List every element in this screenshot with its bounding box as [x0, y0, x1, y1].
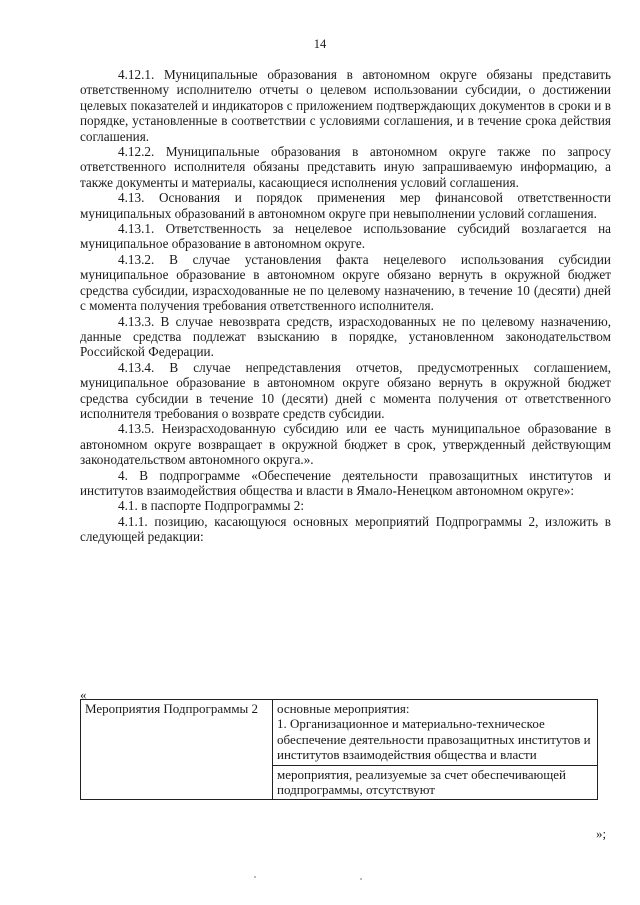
- table-cell-position-name: Мероприятия Подпрограммы 2: [81, 700, 273, 800]
- paragraph-4-13-5: 4.13.5. Неизрасходованную субсидию или ее часть муниципальное образование в автономном округе возвращает в окружной бюджет в срок, утвержденный действующим законодательством автономного округа.».: [80, 421, 611, 468]
- table-cell-supporting-activities: мероприятия, реализуемые за счет обеспечивающей подпрограммы, отсутствуют: [273, 765, 598, 800]
- main-activities-heading: основные мероприятия:: [277, 701, 410, 716]
- closing-quote-mark: »;: [596, 826, 607, 841]
- document-body: [80, 67, 611, 545]
- table-row: [81, 700, 598, 766]
- paragraph-4-1-1: 4.1.1. позицию, касающуюся основных мероприятий Подпрограммы 2, изложить в следующей редакции:: [80, 513, 611, 545]
- main-activity-item: 1. Организационное и материально-техническое обеспечение деятельности правозащитных институтов и институтов взаимодействия общества и власти: [277, 716, 591, 763]
- paragraph-4: 4. В подпрограмме «Обеспечение деятельности правозащитных институтов и институтов взаимодействия общества и власти в Ямало-Ненецком автономном округе»:: [80, 467, 611, 498]
- opening-quote-mark: «: [80, 687, 87, 702]
- scan-speck: [254, 876, 256, 878]
- paragraph-4-13-2: 4.13.2. В случае установления факта нецелевого использования субсидии муниципальное образование в автономном округе обязано вернуть в окружной бюджет средства субсидии, израсходованные не по целевому назначению, в течение 10 (десяти) дней с момента получения требования ответственного исполнителя.: [80, 251, 611, 314]
- paragraph-4-13: 4.13. Основания и порядок применения мер финансовой ответственности муниципальных образований в автономном округе при невыполнении условий соглашения.: [80, 190, 611, 221]
- paragraph-4-12-2: 4.12.2. Муниципальные образования в автономном округе также по запросу ответственного исполнителя обязаны представить иную запрашиваемую информацию, а также документы и материалы, касающиеся исполнения условий соглашения.: [80, 144, 611, 190]
- paragraph-4-13-1: 4.13.1. Ответственность за нецелевое использование субсидий возлагается на муниципальное образование в автономном округе.: [80, 221, 611, 252]
- scan-speck: [360, 878, 362, 880]
- paragraph-4-13-3: 4.13.3. В случае невозврата средств, израсходованных не по целевому назначению, данные средства подлежат взысканию в порядке, установленном законодательством Российской Федерации.: [80, 313, 611, 360]
- table-cell-main-activities: [273, 700, 598, 766]
- subprogram-passport-table: [80, 699, 598, 800]
- paragraph-4-13-4: 4.13.4. В случае непредставления отчетов, предусмотренных соглашением, муниципальное образование в автономном округе обязано вернуть в окружной бюджет средства субсидии в течение 10 (десяти) дней с момента получения от ответственного исполнителя требования о возврате средств субсидии.: [80, 359, 611, 421]
- paragraph-4-1: 4.1. в паспорте Подпрограммы 2:: [118, 498, 305, 514]
- page-number: 14: [313, 37, 327, 51]
- paragraph-4-12-1: 4.12.1. Муниципальные образования в автономном округе обязаны представить ответственному исполнителю отчеты о целевом использовании субсидии, о достижении целевых показателей и индикаторов с приложением подтверждающих документов в сроки и в порядке, установленные в соответствии с условиями соглашения, и в течение срока действия соглашения.: [80, 67, 611, 144]
